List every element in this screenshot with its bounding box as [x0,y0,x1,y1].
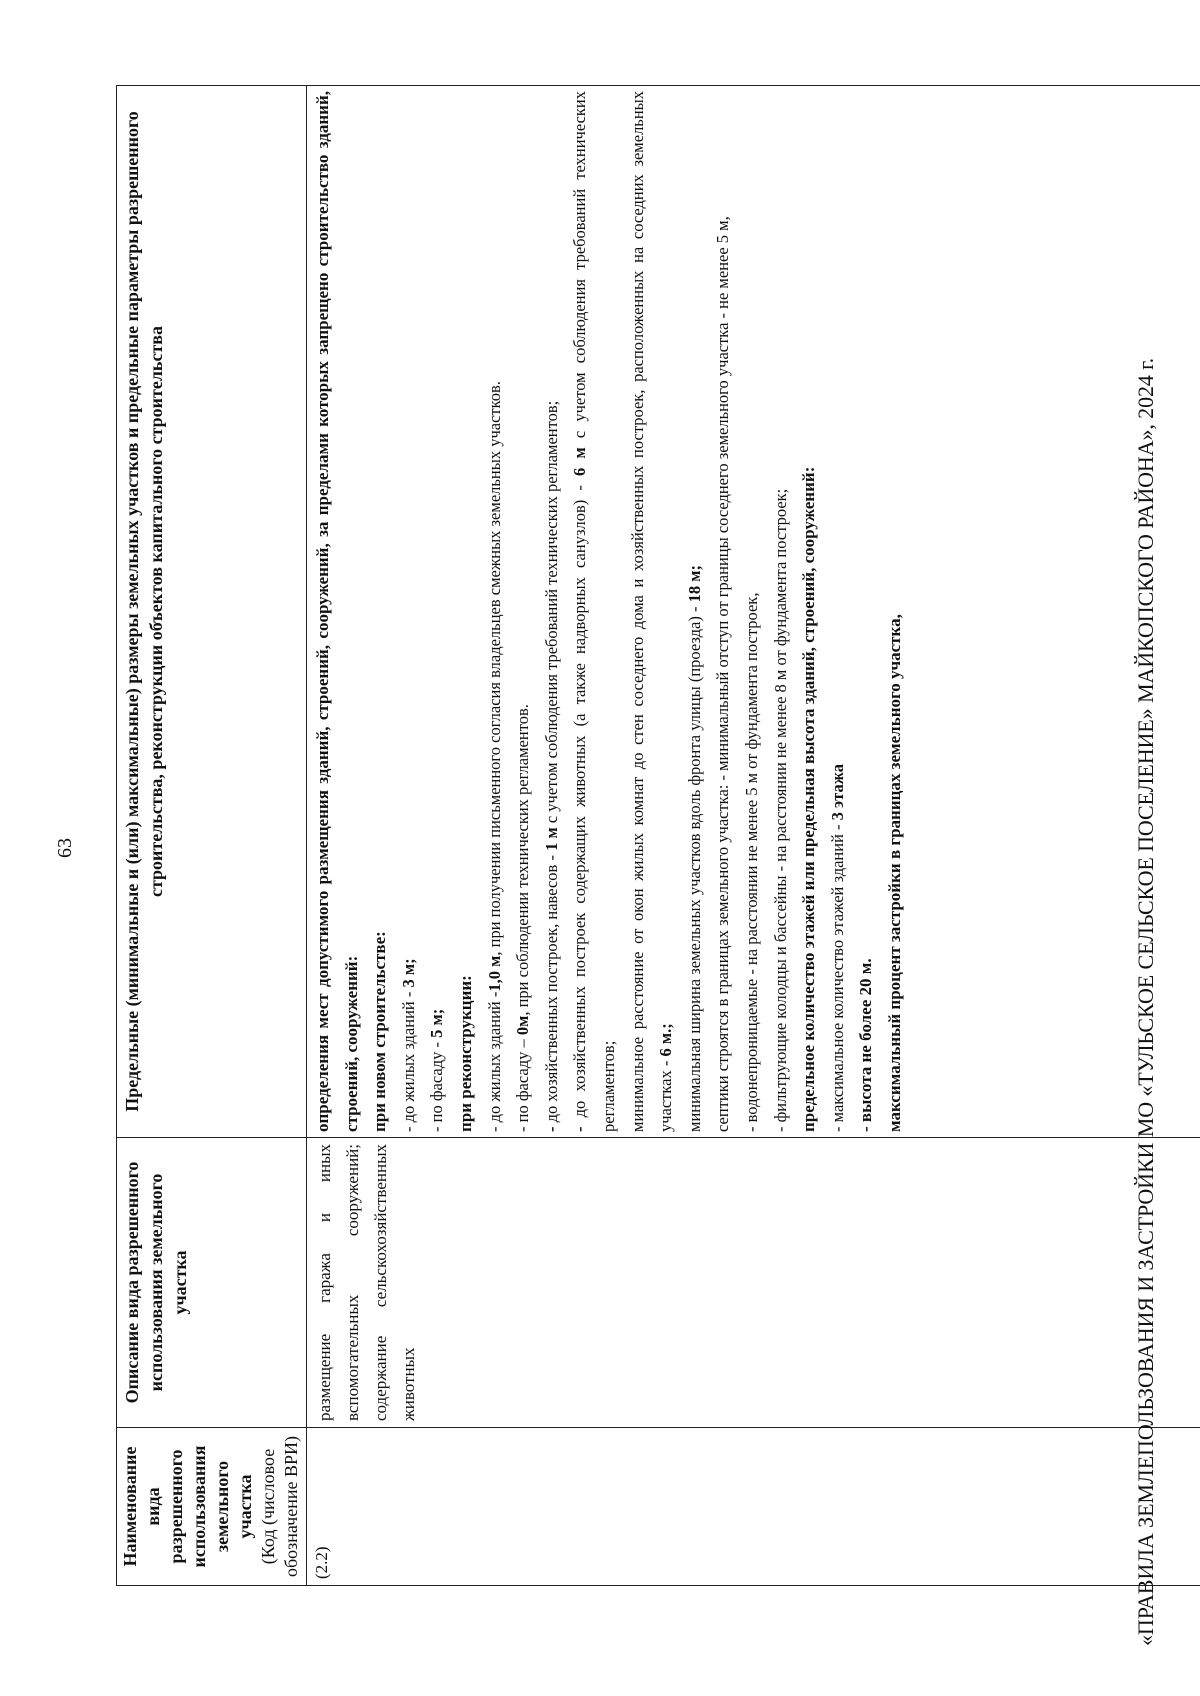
param-max-floors: - максимальное количество этажей зданий - 3 этажа [827,764,847,1132]
header-vri-name [117,1428,307,1586]
param-facade: - по фасаду - 5 м; [427,1008,447,1132]
param-septic: септики строятся в границах земельного участка: - минимальный отступ от границы соседнего земельного участка - не менее 5 м, [713,216,733,1132]
param-new-construction: при новом строительстве: [370,931,390,1132]
param-recon-facade: - по фасаду – 0м, при соблюдении технических регламентов. [513,704,533,1132]
param-reconstruction: при реконструкции: [455,975,475,1132]
param-min-width: минимальная ширина земельных участков вдоль фронта улицы (проезда) - 18 м; [684,565,704,1132]
param-max-height: - высота не более 20 м. [856,958,876,1132]
table-row [307,86,1200,1586]
parameters-cell [307,86,1200,1138]
param-floors-title: предельное количество этажей или предельная высота зданий, строений, сооружений: [799,466,819,1132]
rules-table [116,85,1200,1586]
table-header-row [117,86,307,1586]
param-to-residential: - до жилых зданий - 3 м; [398,958,418,1132]
param-max-coverage: максимальный процент застройки в границах земельного участка, [884,614,904,1132]
document-footer: «ПРАВИЛА ЗЕМЛЕПОЛЬЗОВАНИЯ И ЗАСТРОЙКИ МО «ТУЛЬСКОЕ СЕЛЬСКОЕ ПОСЕЛЕНИЕ» МАЙКОПСКОГО РАЙОНА», 2024 г. [1133,357,1158,1646]
param-animal-buildings: - до хозяйственных построек содержащих животных (а также надворных санузлов) - 6 м с учетом соблюдения требований технических регламентов; [570,90,618,1132]
param-filter-wells: - фильтрующие колодцы и бассейны - на расстоянии не менее 8 м от фундамента построек; [770,488,790,1132]
vri-code-cell: (2.2) [307,1428,1200,1586]
header-parameters: Предельные (минимальные и (или) максимальные) размеры земельных участков и предельные параметры разрешенного строительства, реконструкции объектов капитального строительства [117,86,307,1138]
param-recon-residential: - до жилых зданий -1,0 м, при получении письменного согласия владельцев смежных земельных участков. [484,381,504,1132]
param-outbuildings: - до хозяйственных построек, навесов - 1 м с учетом соблюдения требований технических регламентов; [541,400,561,1132]
header-vri-name-main: Наименование вида разрешенного использования земельного участка [120,1445,255,1568]
page-number: 63 [54,838,76,858]
header-vri-description: Описание вида разрешенного использования земельного участка [117,1138,307,1428]
vri-description-cell: размещение гаража и иных вспомогательных сооружений; содержание сельскохозяйственных животных [307,1138,1200,1428]
param-window-distance: минимальное расстояние от окон жилых комнат до стен соседнего дома и хозяйственных построек, расположенных на соседних земельных участках - 6 м.; [627,91,676,1132]
param-setback-title: определения мест допустимого размещения зданий, строений, сооружений, за пределами которых запрещено строительство зданий, строений, сооружений: [313,91,361,1132]
param-waterproof: - водонепроницаемые - на расстоянии не менее 5 м от фундамента построек, [741,592,761,1132]
header-vri-code: (Код (числовое обозначение ВРИ) [258,1436,301,1577]
